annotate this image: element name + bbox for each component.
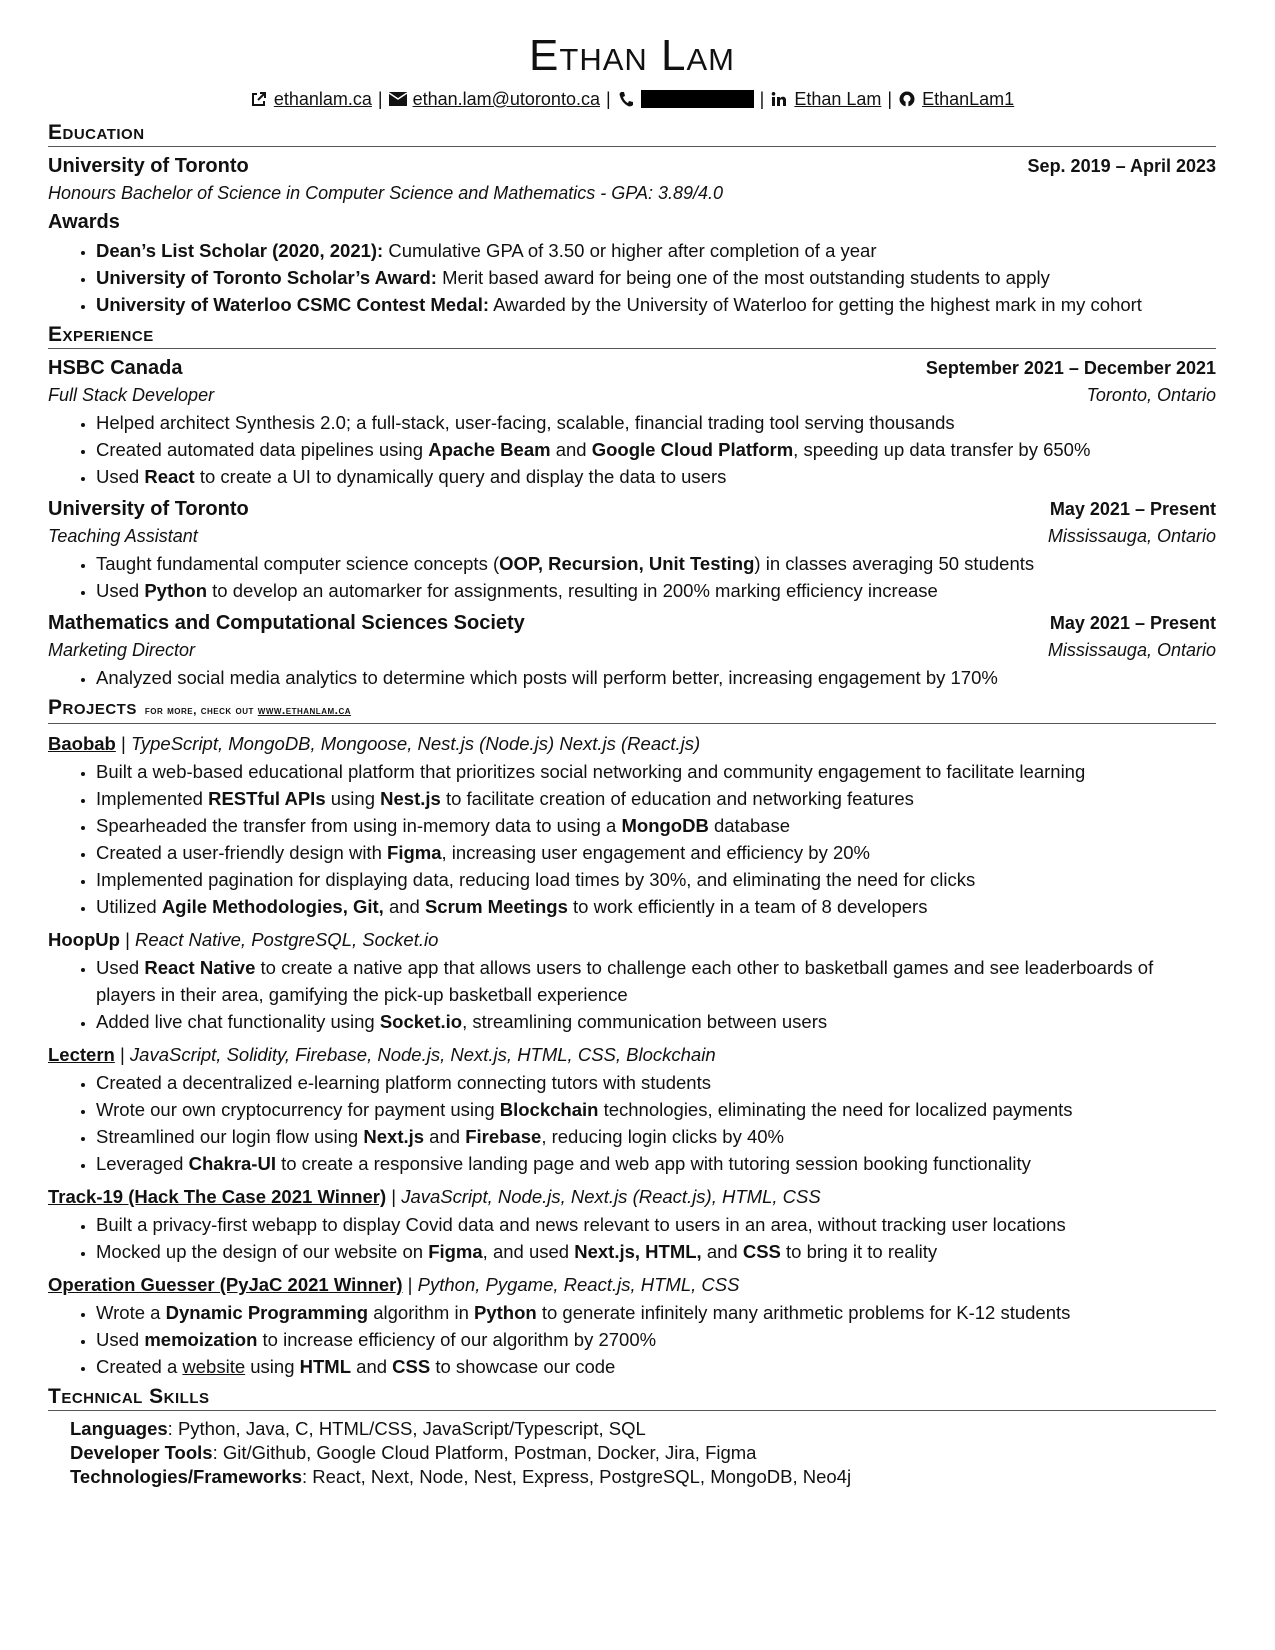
list-item: • Dean’s List Scholar (2020, 2021): Cumulative GPA of 3.50 or higher after completion of a year (96, 237, 1216, 264)
opguesser-website-link[interactable]: website (182, 1356, 246, 1377)
skills-block (48, 1417, 1216, 1489)
list-item: • Helped architect Synthesis 2.0; a full-stack, user-facing, scalable, financial trading tool serving thousands (96, 409, 1216, 436)
job-bullets (48, 550, 1216, 604)
job-dates: September 2021 – December 2021 (925, 358, 1216, 378)
list-item: • Utilized Agile Methodologies, Git, and Scrum Meetings to work efficiently in a team of 8 developers (96, 893, 1216, 920)
job-dates: May 2021 – Present (1049, 613, 1216, 633)
list-item: • Spearheaded the transfer from using in-memory data to using a MongoDB database (96, 812, 1216, 839)
resume-page (48, 31, 1216, 1489)
project-heading-opguesser: Operation Guesser (PyJaC 2021 Winner) | Python, Pygame, React.js, HTML, CSS (48, 1274, 740, 1295)
awards-list (48, 237, 1216, 318)
job-org: University of Toronto (48, 498, 249, 520)
job-bullets (48, 664, 1216, 691)
list-item: • Implemented pagination for displaying data, reducing load times by 30%, and eliminating the need for clicks (96, 866, 1216, 893)
awards-heading: Awards (48, 211, 120, 233)
job-role: Teaching Assistant (48, 526, 198, 546)
list-item: • Created a website using HTML and CSS to showcase our code (96, 1353, 1216, 1380)
list-item: • Implemented RESTful APIs using Nest.js to facilitate creation of education and networking features (96, 785, 1216, 812)
projects-website-link[interactable]: www.ethanlam.ca (257, 703, 352, 717)
list-item: • Created automated data pipelines using Apache Beam and Google Cloud Platform, speeding up data transfer by 650% (96, 436, 1216, 463)
project-bullets (48, 758, 1216, 920)
github-link[interactable]: EthanLam1 (922, 89, 1015, 109)
separator: | (887, 89, 893, 109)
projects-subtitle: for more, check out www.ethanlam.ca (144, 703, 352, 717)
job-org: HSBC Canada (48, 357, 183, 379)
job-entry (48, 610, 1216, 637)
linkedin-icon (770, 90, 788, 108)
list-item: • Created a decentralized e-learning platform connecting tutors with students (96, 1069, 1216, 1096)
project-name-hoopup: HoopUp (48, 929, 120, 950)
job-role: Marketing Director (48, 640, 196, 660)
list-item: • University of Waterloo CSMC Contest Medal: Awarded by the University of Waterloo for getting the highest mark in my cohort (96, 291, 1216, 318)
phone-icon (617, 90, 635, 108)
list-item: • University of Toronto Scholar’s Award: Merit based award for being one of the most outstanding students to apply (96, 264, 1216, 291)
job-location: Mississauga, Ontario (1047, 526, 1216, 546)
job-org: Mathematics and Computational Sciences Society (48, 612, 525, 634)
email-link[interactable]: ethan.lam@utoronto.ca (412, 89, 600, 109)
job-role: Full Stack Developer (48, 385, 215, 405)
skills-tools: Developer Tools: Git/Github, Google Cloud Platform, Postman, Docker, Jira, Figma (70, 1442, 757, 1463)
school-dates: Sep. 2019 – April 2023 (1027, 156, 1216, 176)
list-item: • Used React to create a UI to dynamically query and display the data to users (96, 463, 1216, 490)
list-item: • Used memoization to increase efficiency of our algorithm by 2700% (96, 1326, 1216, 1353)
github-icon (898, 90, 916, 108)
degree: Honours Bachelor of Science in Computer Science and Mathematics - GPA: 3.89/4.0 (48, 183, 724, 203)
skills-technologies: Technologies/Frameworks: React, Next, Node, Nest, Express, PostgreSQL, MongoDB, Neo4j (70, 1466, 852, 1487)
list-item: • Mocked up the design of our website on Figma, and used Next.js, HTML, and CSS to bring it to reality (96, 1238, 1216, 1265)
project-link-track19[interactable]: Track-19 (Hack The Case 2021 Winner) (48, 1186, 387, 1207)
website-link[interactable]: ethanlam.ca (273, 89, 372, 109)
list-item: • Used React Native to create a native app that allows users to challenge each other to basketball games and see leaderboards of players in their area, gamifying the pick-up basketball experience (96, 954, 1216, 1008)
project-bullets (48, 1211, 1216, 1265)
project-bullets (48, 1299, 1216, 1380)
project-link-lectern[interactable]: Lectern (48, 1044, 115, 1065)
project-bullets (48, 1069, 1216, 1177)
section-title-experience: Experience (48, 324, 1216, 349)
list-item: • Created a user-friendly design with Figma, increasing user engagement and efficiency by 20% (96, 839, 1216, 866)
list-item: • Built a privacy-first webapp to display Covid data and news relevant to users in an area, without tracking user locations (96, 1211, 1216, 1238)
project-bullets (48, 954, 1216, 1035)
list-item: • Built a web-based educational platform that prioritizes social networking and community engagement to facilitate learning (96, 758, 1216, 785)
linkedin-link[interactable]: Ethan Lam (794, 89, 882, 109)
project-link-baobab[interactable]: Baobab (48, 733, 116, 754)
list-item: • Leveraged Chakra-UI to create a responsive landing page and web app with tutoring session booking functionality (96, 1150, 1216, 1177)
section-title-skills: Technical Skills (48, 1386, 1216, 1411)
project-heading-hoopup: HoopUp | React Native, PostgreSQL, Socket.io (48, 929, 439, 950)
separator: | (377, 89, 383, 109)
contact-bar (48, 88, 1216, 110)
list-item: • Taught fundamental computer science concepts (OOP, Recursion, Unit Testing) in classes averaging 50 students (96, 550, 1216, 577)
section-title-projects: Projects for more, check out www.ethanlam.ca (48, 697, 1216, 724)
list-item: • Wrote our own cryptocurrency for payment using Blockchain technologies, eliminating the need for localized payments (96, 1096, 1216, 1123)
list-item: • Used Python to develop an automarker for assignments, resulting in 200% marking efficiency increase (96, 577, 1216, 604)
job-location: Mississauga, Ontario (1047, 640, 1216, 660)
list-item: • Added live chat functionality using Socket.io, streamlining communication between users (96, 1008, 1216, 1035)
phone-redacted (641, 90, 754, 108)
job-dates: May 2021 – Present (1049, 499, 1216, 519)
job-entry (48, 355, 1216, 382)
list-item: • Analyzed social media analytics to determine which posts will perform better, increasing engagement by 170% (96, 664, 1216, 691)
project-heading-baobab: Baobab | TypeScript, MongoDB, Mongoose, Nest.js (Node.js) Next.js (React.js) (48, 733, 701, 754)
job-location: Toronto, Ontario (1086, 385, 1216, 405)
list-item: • Streamlined our login flow using Next.js and Firebase, reducing login clicks by 40% (96, 1123, 1216, 1150)
skills-languages: Languages: Python, Java, C, HTML/CSS, JavaScript/Typescript, SQL (70, 1418, 646, 1439)
project-heading-lectern: Lectern | JavaScript, Solidity, Firebase, Node.js, Next.js, HTML, CSS, Blockchain (48, 1044, 716, 1065)
education-entry (48, 153, 1216, 180)
candidate-name: Ethan Lam (529, 31, 735, 80)
separator: | (605, 89, 611, 109)
list-item: • Wrote a Dynamic Programming algorithm in Python to generate infinitely many arithmetic problems for K-12 students (96, 1299, 1216, 1326)
external-link-icon (250, 90, 268, 108)
section-title-education: Education (48, 122, 1216, 147)
school-name: University of Toronto (48, 155, 249, 177)
job-entry (48, 496, 1216, 523)
project-link-opguesser[interactable]: Operation Guesser (PyJaC 2021 Winner) (48, 1274, 403, 1295)
job-bullets (48, 409, 1216, 490)
project-heading-track19: Track-19 (Hack The Case 2021 Winner) | JavaScript, Node.js, Next.js (React.js), HTML, CSS (48, 1186, 821, 1207)
envelope-icon (389, 90, 407, 108)
separator: | (759, 89, 765, 109)
